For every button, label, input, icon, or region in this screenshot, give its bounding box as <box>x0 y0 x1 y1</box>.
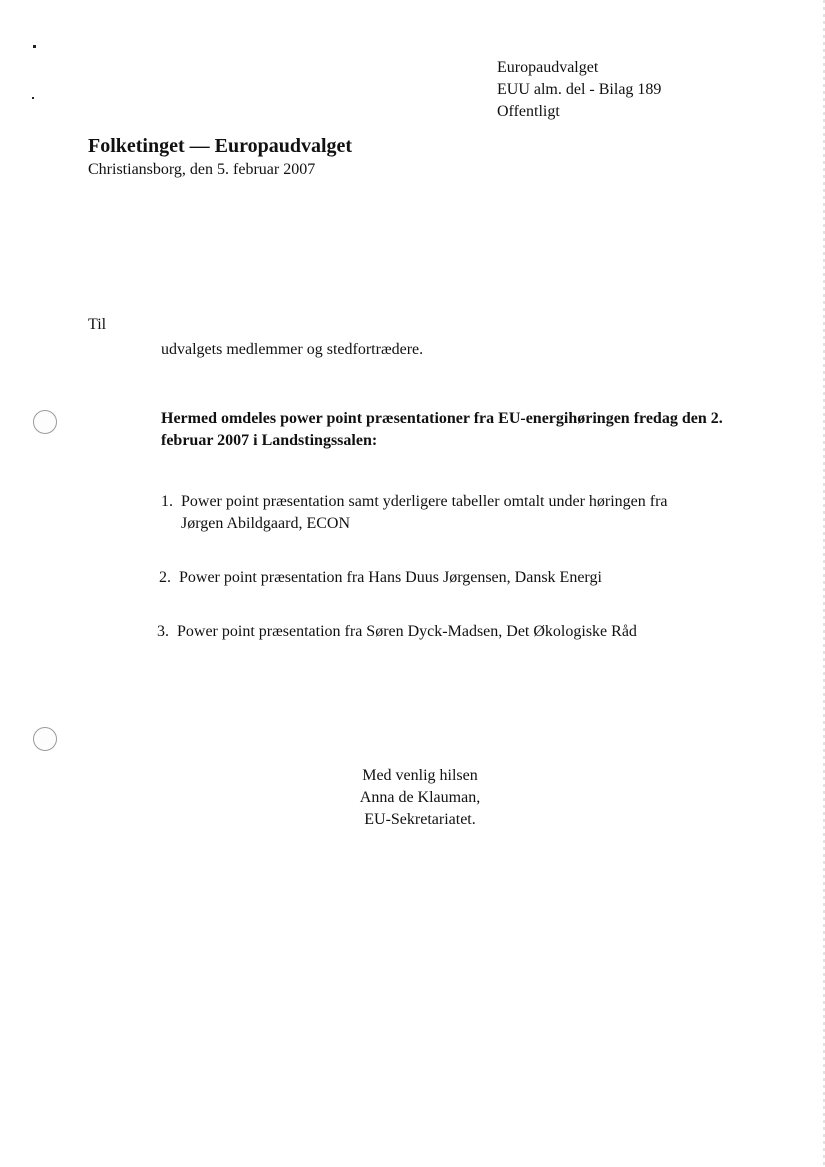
list-item-number: 2. <box>159 569 171 586</box>
punch-hole-icon <box>33 410 57 434</box>
scan-speck <box>33 45 36 48</box>
list-item-text: Power point præsentation fra Søren Dyck-Madsen, Det Økologiske Råd <box>177 623 637 640</box>
signature-block <box>330 765 510 831</box>
list-item-text: Power point præsentation samt yderligere tabeller omtalt under høringen fra <box>181 493 668 510</box>
document-id: EUU alm. del - Bilag 189 <box>497 81 662 98</box>
list-item-number: 1. <box>161 493 173 510</box>
list-item-text-continued: Jørgen Abildgaard, ECON <box>181 515 351 532</box>
document-reference <box>497 57 661 123</box>
closing-greeting: Med venlig hilsen <box>362 767 478 784</box>
place-date: Christiansborg, den 5. februar 2007 <box>88 161 316 178</box>
scan-speck <box>32 97 34 99</box>
list-item-number: 3. <box>157 623 169 640</box>
signatory-name: Anna de Klauman, <box>359 789 481 806</box>
signatory-department: EU-Sekretariatet. <box>364 811 476 828</box>
recipients: udvalgets medlemmer og stedfortrædere. <box>161 341 424 358</box>
list-item <box>161 491 668 535</box>
list-item <box>157 621 637 643</box>
punch-hole-icon <box>33 727 57 751</box>
organization-title: Folketinget — Europaudvalget <box>88 135 353 157</box>
intro-paragraph: Hermed omdeles power point præsentationer fra EU-energihøringen fredag den 2. februar 2007 i Landstingssalen: <box>161 410 723 449</box>
list-item-text: Power point præsentation fra Hans Duus Jørgensen, Dansk Energi <box>179 569 602 586</box>
committee-name: Europaudvalget <box>497 59 599 76</box>
to-label: Til <box>88 316 107 333</box>
visibility-status: Offentligt <box>497 103 560 120</box>
list-item <box>159 567 602 589</box>
